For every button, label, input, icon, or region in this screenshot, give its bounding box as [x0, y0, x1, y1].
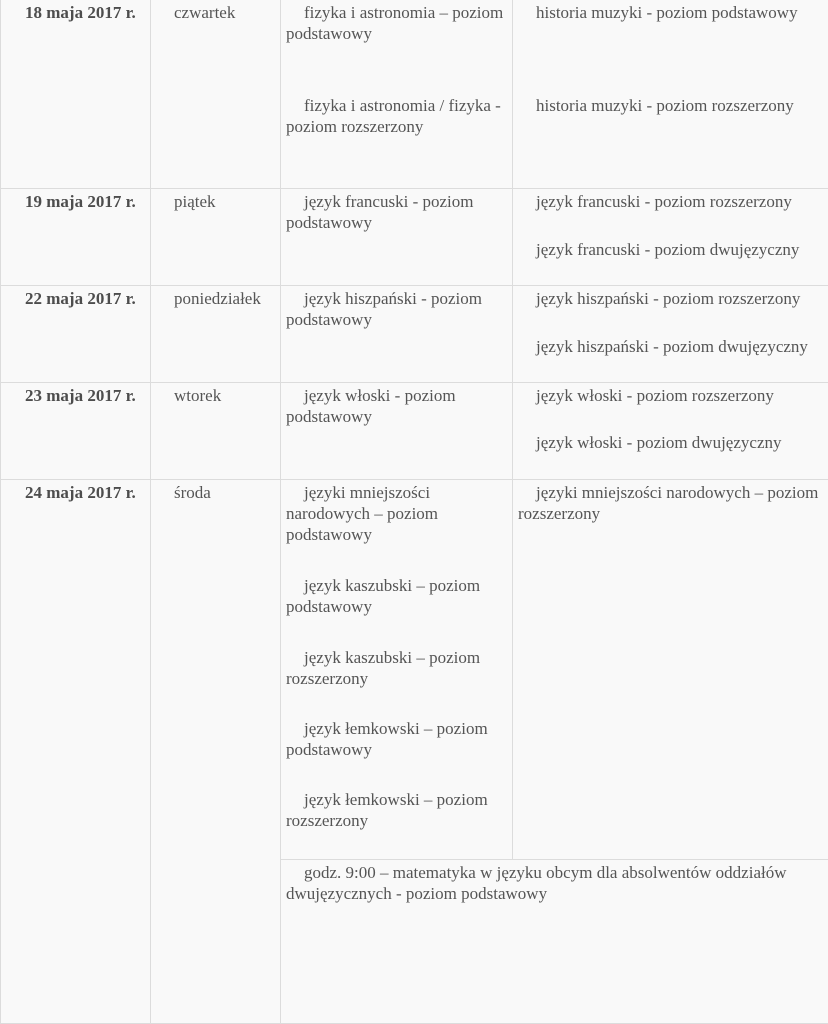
exam-weekday: poniedziałek: [174, 289, 261, 308]
exam-weekday: piątek: [174, 192, 216, 211]
date-cell: [0, 0, 151, 189]
exam-subject: język włoski - poziom podstawowy: [286, 386, 456, 426]
exam-weekday: czwartek: [174, 3, 236, 22]
exam-subject: język włoski - poziom dwujęzyczny: [536, 433, 782, 452]
exam-date: 18 maja 2017 r.: [25, 3, 136, 22]
exam-subject: historia muzyki - poziom podstawowy: [536, 3, 798, 22]
exam-subject: język włoski - poziom rozszerzony: [536, 386, 774, 405]
exam-subject: język francuski - poziom dwujęzyczny: [536, 240, 800, 259]
exam-subject: język hiszpański - poziom podstawowy: [286, 289, 482, 329]
exam-subject: język francuski - poziom podstawowy: [286, 192, 474, 232]
day-cell: [150, 0, 281, 189]
exam-subject: język hiszpański - poziom rozszerzony: [536, 289, 801, 308]
exam-subject: język kaszubski – poziom rozszerzony: [286, 648, 481, 688]
exam-date: 24 maja 2017 r.: [25, 483, 136, 502]
exam-weekday: wtorek: [174, 386, 222, 405]
exam-weekday: środa: [174, 483, 211, 502]
date-cell: [0, 479, 151, 1024]
exam-date: 19 maja 2017 r.: [25, 192, 136, 211]
exam-date: 23 maja 2017 r.: [25, 386, 136, 405]
exam-subject: języki mniejszości narodowych – poziom rozszerzony: [518, 483, 819, 523]
exam-subject: fizyka i astronomia / fizyka - poziom rozszerzony: [286, 96, 501, 136]
exam-subject: język łemkowski – poziom rozszerzony: [286, 790, 488, 830]
exam-date: 22 maja 2017 r.: [25, 289, 136, 308]
exam-subject: języki mniejszości narodowych – poziom podstawowy: [286, 483, 439, 544]
day-cell: [150, 479, 281, 1024]
exam-subject: historia muzyki - poziom rozszerzony: [536, 96, 794, 115]
exam-subject: język francuski - poziom rozszerzony: [536, 192, 792, 211]
extended-level-cell: [512, 479, 828, 860]
exam-note: godz. 9:00 – matematyka w języku obcym dla absolwentów oddziałów dwujęzycznych - poziom podstawowy: [286, 863, 787, 903]
exam-subject: język kaszubski – poziom podstawowy: [286, 576, 481, 616]
exam-subject: fizyka i astronomia – poziom podstawowy: [286, 3, 504, 43]
exam-subject: język łemkowski – poziom podstawowy: [286, 719, 488, 759]
exam-subject: język hiszpański - poziom dwujęzyczny: [536, 337, 808, 356]
